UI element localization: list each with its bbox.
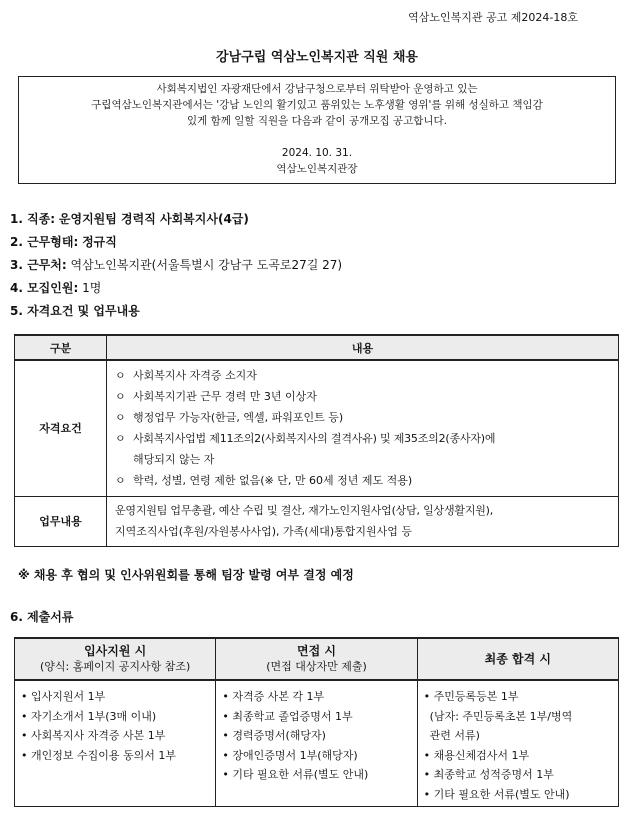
doc-line: • 장애인증명서 1부(해당자)	[222, 748, 358, 762]
col-header-interview	[216, 638, 417, 680]
qualification-table	[14, 334, 619, 547]
bullet-mark: ㅇ	[115, 390, 126, 404]
row-content	[107, 360, 619, 496]
documents-interview	[216, 680, 417, 807]
intro-line: 있게 함께 일할 직원을 다음과 같이 공개모집 공고합니다.	[187, 115, 447, 127]
doc-line: 관련 서류)	[429, 729, 480, 742]
qual-line: 학력, 성별, 연령 제한 없음(※ 단, 만 60세 정년 제도 적용)	[133, 474, 413, 488]
col-content-header: 내용	[107, 335, 619, 360]
bullet-mark: ㅇ	[115, 432, 126, 446]
item-label: 2. 근무형태:	[10, 235, 79, 249]
col-subheading: (면접 대상자만 제출)	[266, 660, 367, 673]
documents-application	[15, 680, 216, 807]
duty-line: 지역조직사업(후원/자원봉사사업), 가족(세대)통합지원사업 등	[115, 525, 413, 538]
appointment-note: ※ 채용 후 협의 및 인사위원회를 통해 팀장 발령 여부 결정 예정	[18, 568, 354, 582]
doc-line: • 자격증 사본 각 1부	[222, 690, 325, 703]
doc-line: • 채용신체검사서 1부	[423, 748, 530, 762]
qual-line: 사회복지사업법 제11조의2(사회복지사의 결격사유) 및 제35조의2(종사자)에	[133, 432, 496, 446]
row-category: 업무내용	[15, 496, 107, 546]
bullet-mark: ㅇ	[115, 411, 126, 425]
doc-line: • 자기소개서 1부(3매 이내)	[21, 709, 157, 723]
doc-line: • 기타 필요한 서류(별도 안내)	[423, 787, 570, 801]
item-value: 1명	[82, 281, 102, 295]
intro-line: 사회복지법인 자광재단에서 강남구청으로부터 위탁받아 운영하고 있는	[156, 83, 478, 95]
item-employment-type	[10, 231, 624, 254]
row-content	[107, 496, 619, 546]
item-label: 5. 자격요건 및 업무내용	[10, 304, 140, 318]
bullet-mark: ㅇ	[115, 474, 126, 488]
section-documents-title: 6. 제출서류	[10, 610, 74, 624]
page-title: 강남구립 역삼노인복지관 직원 채용	[216, 50, 418, 65]
col-heading: 최종 합격 시	[484, 652, 551, 666]
intro-date: 2024. 10. 31.	[281, 147, 353, 159]
doc-line: • 기타 필요한 서류(별도 안내)	[222, 768, 369, 781]
col-category-header: 구분	[15, 335, 107, 360]
item-value: 역삼노인복지관(서울특별시 강남구 도곡로27길 27)	[70, 258, 343, 272]
recruitment-items	[10, 208, 624, 323]
intro-line: 구립역삼노인복지관에서는 '강남 노인의 활기있고 품위있는 노후생활 영위'를 위해 성실하고 책임감	[91, 99, 543, 111]
doc-line: • 주민등록등본 1부	[423, 690, 519, 703]
item-workplace	[10, 254, 624, 277]
doc-line: • 입사지원서 1부	[21, 690, 106, 703]
doc-line: • 사회복지사 자격증 사본 1부	[21, 729, 166, 742]
item-label: 3. 근무처:	[10, 258, 67, 272]
intro-box	[18, 76, 616, 184]
qual-line: 행정업무 가능자(한글, 엑셀, 파워포인트 등)	[133, 411, 344, 425]
documents-table	[14, 637, 619, 807]
col-header-final	[417, 638, 618, 680]
col-header-application	[15, 638, 216, 680]
bullet-mark: ㅇ	[115, 369, 126, 383]
documents-final	[417, 680, 618, 807]
item-headcount	[10, 277, 624, 300]
qual-line-continuation: 해당되지 않는 자	[133, 453, 215, 467]
row-category: 자격요건	[15, 360, 107, 496]
qual-line: 사회복지기관 근무 경력 만 3년 이상자	[133, 390, 317, 404]
duty-line: 운영지원팀 업무총괄, 예산 수립 및 결산, 재가노인지원사업(상담, 일상생활지원),	[115, 504, 494, 517]
notice-number: 역삼노인복지관 공고 제2024-18호	[408, 11, 578, 24]
table-row	[15, 360, 619, 496]
col-heading: 입사지원 시	[84, 644, 147, 658]
item-job-type	[10, 208, 624, 231]
col-heading: 면접 시	[297, 644, 336, 658]
item-value: 정규직	[82, 235, 117, 249]
item-value: 운영지원팀 경력직 사회복지사(4급)	[58, 212, 249, 226]
doc-line: • 개인정보 수집이용 동의서 1부	[21, 748, 176, 762]
doc-line: (남자: 주민등록초본 1부/병역	[429, 709, 573, 723]
doc-line: • 최종학교 성적증명서 1부	[423, 768, 554, 781]
item-label: 1. 직종:	[10, 212, 56, 226]
item-label: 4. 모집인원:	[10, 281, 79, 295]
item-qualification-heading	[10, 300, 624, 323]
doc-line: • 경력증명서(해당자)	[222, 729, 326, 742]
doc-line: • 최종학교 졸업증명서 1부	[222, 709, 353, 723]
qual-line: 사회복지사 자격증 소지자	[133, 369, 257, 383]
col-subheading: (양식: 홈페이지 공지사항 참조)	[40, 660, 191, 673]
table-row	[15, 496, 619, 546]
intro-signer: 역삼노인복지관장	[276, 163, 358, 175]
